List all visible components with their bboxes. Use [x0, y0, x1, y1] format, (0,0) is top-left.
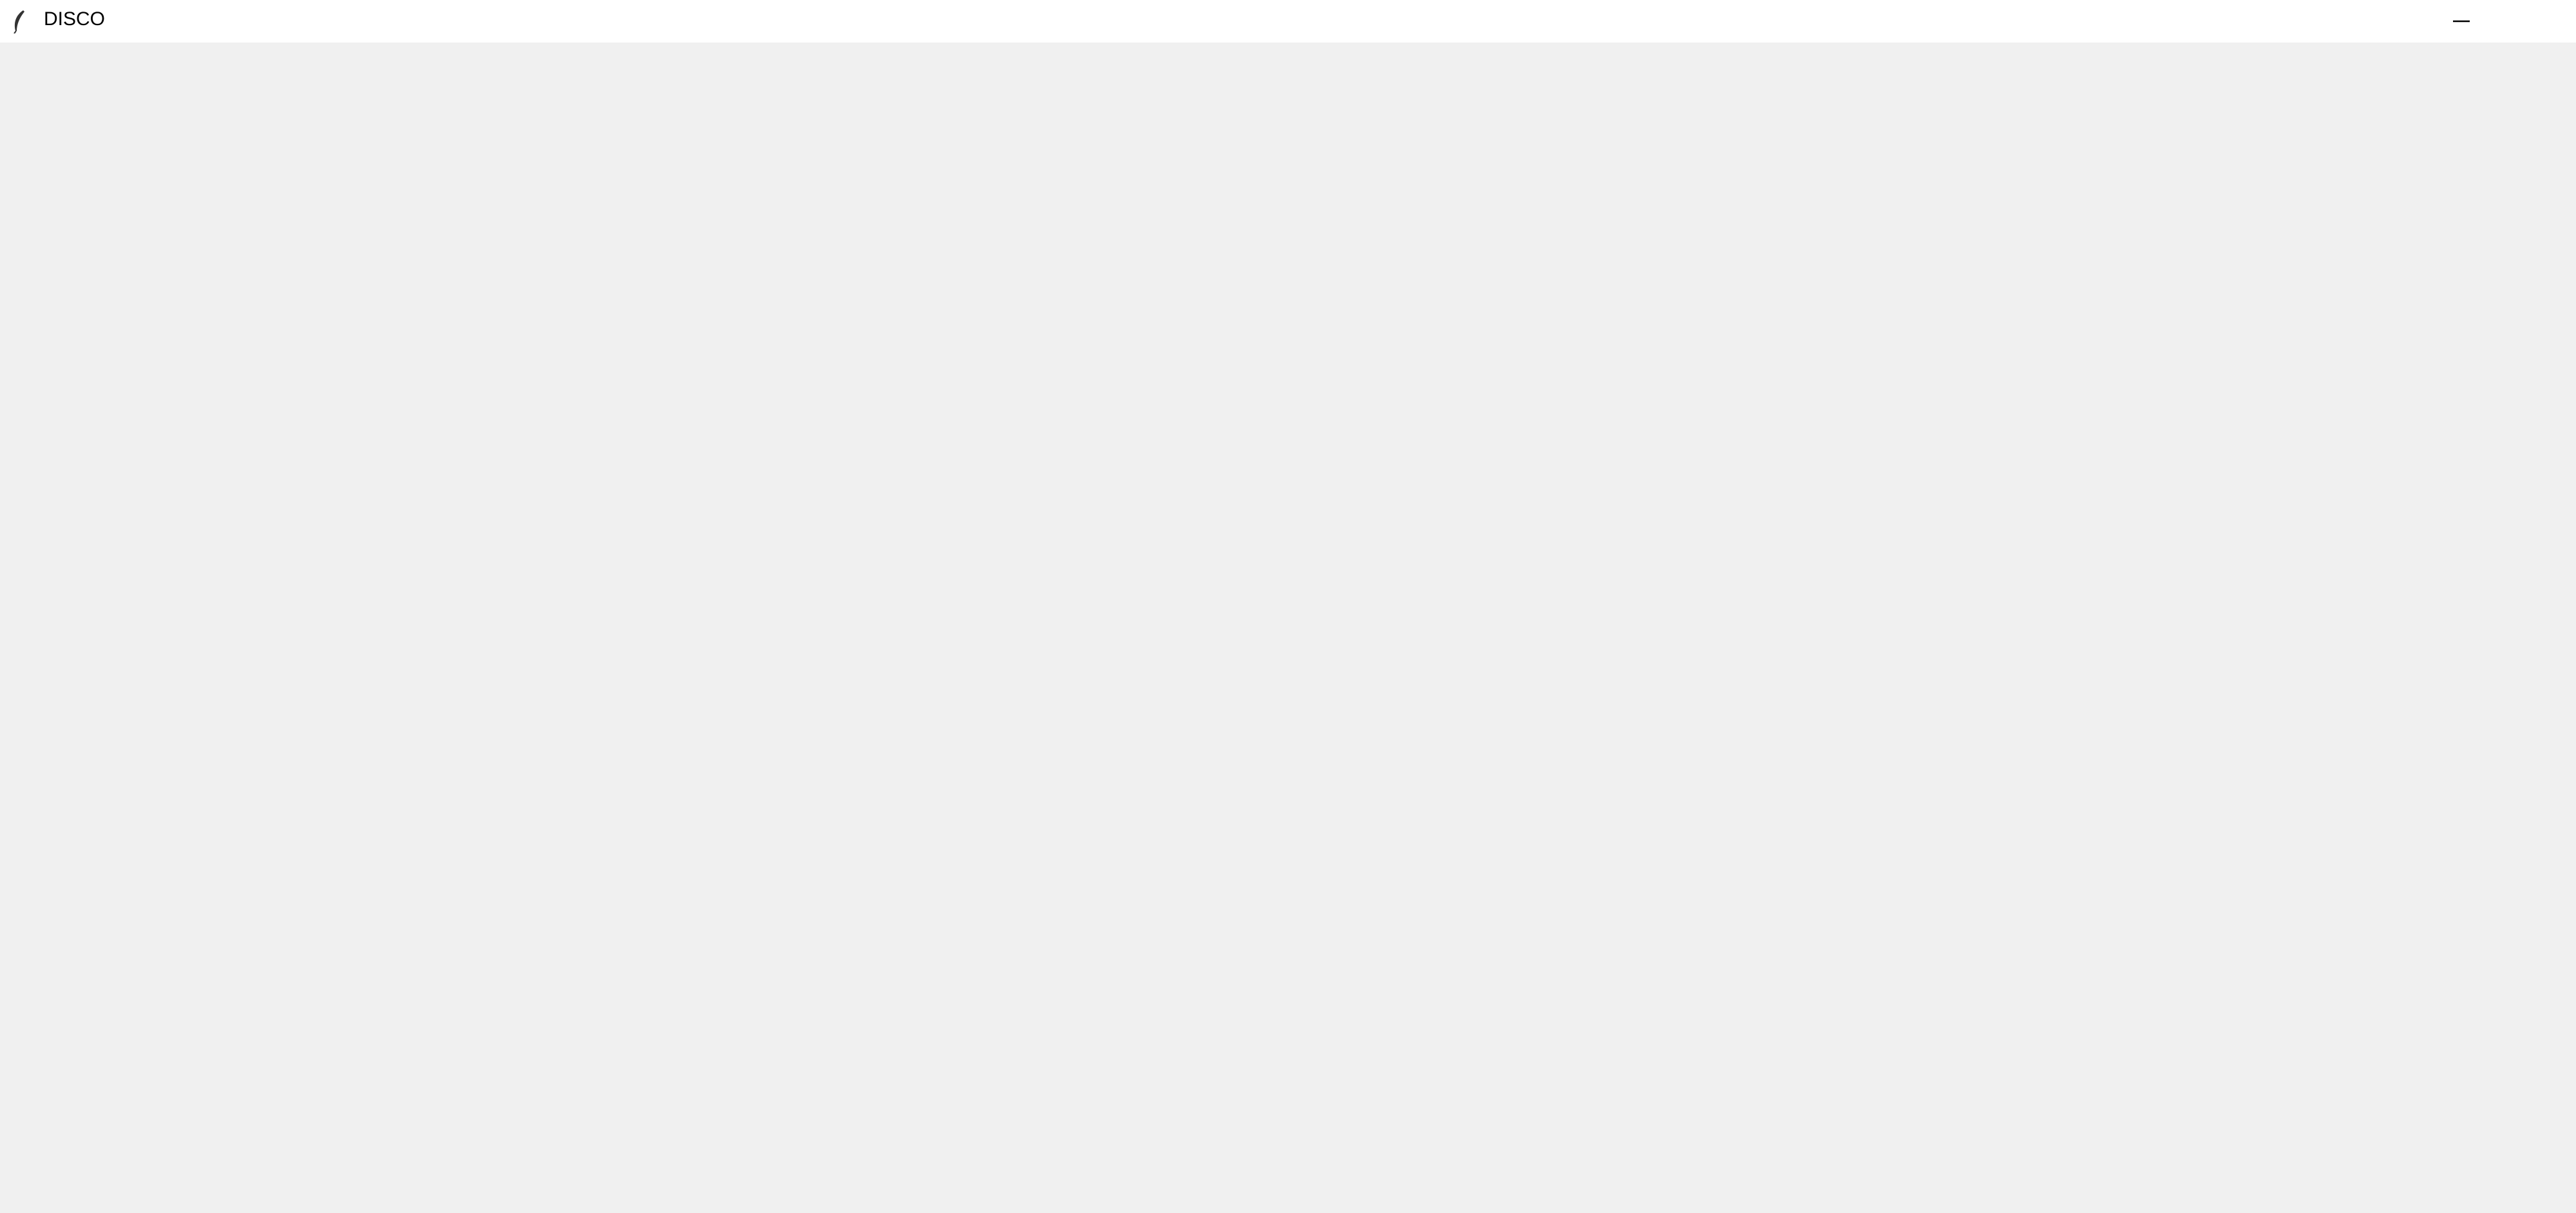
window-title: DISCO	[44, 8, 106, 30]
spacer	[2423, 0, 2501, 43]
feather-icon	[12, 9, 26, 33]
window-titlebar	[0, 0, 2576, 43]
